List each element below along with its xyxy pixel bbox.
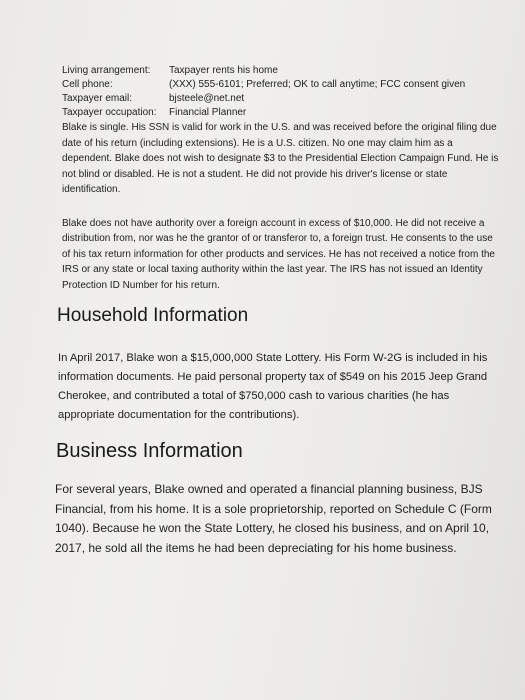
document-content: [55, 64, 500, 558]
info-label: Taxpayer occupation:: [62, 107, 157, 118]
info-row-occupation: [62, 106, 500, 120]
info-label: Living arrangement:: [62, 65, 151, 76]
info-value: Financial Planner: [169, 107, 247, 118]
business-paragraph: For several years, Blake owned and operated a financial planning business, BJS Financial, from his home. It is a sole proprietorship, reported on Schedule C (Form 1040). Because he won the State Lottery, he closed his business, and on April 10, 2017, he sold all the items he had been depreciating for his home business.: [55, 482, 492, 555]
business-heading: Business Information: [56, 440, 243, 462]
info-label: Taxpayer email:: [62, 93, 133, 104]
info-value: Taxpayer rents his home: [169, 65, 278, 76]
info-value: bjsteele@net.net: [169, 93, 245, 104]
taxpayer-info-table: [62, 64, 500, 120]
info-row-email: [62, 92, 500, 106]
info-value: (XXX) 555-6101; Preferred; OK to call anytime; FCC consent given: [169, 79, 466, 90]
household-heading: Household Information: [57, 305, 249, 326]
info-label: Cell phone:: [62, 79, 113, 90]
taxpayer-status-paragraph: Blake is single. His SSN is valid for work in the U.S. and was received before the original filing due date of his return (including extensions). He is a U.S. citizen. No one may claim him as a dependent. Blake does not wish to designate $3 to the Presidential Election Campaign Fund. He is not blind or disabled. He is not a student. He did not provide his driver's license or state identification.: [62, 122, 499, 195]
info-row-living-arrangement: [62, 64, 500, 78]
foreign-accounts-paragraph: Blake does not have authority over a foreign account in excess of $10,000. He did not receive a distribution from, nor was he the grantor of or transferor to, a foreign trust. He consents to the use of his tax return information for other products and services. He has not received a notice from the IRS or any state or local taxing authority within the last year. The IRS has not issued an Identity Protection ID Number for his return.: [62, 217, 495, 291]
household-paragraph: In April 2017, Blake won a $15,000,000 State Lottery. His Form W-2G is included in his information documents. He paid personal property tax of $549 on his 2015 Jeep Grand Cherokee, and contributed a total of $750,000 cash to various charities (he has appropriate documentation for the contributions).: [58, 352, 488, 421]
info-row-cell-phone: [62, 78, 500, 92]
